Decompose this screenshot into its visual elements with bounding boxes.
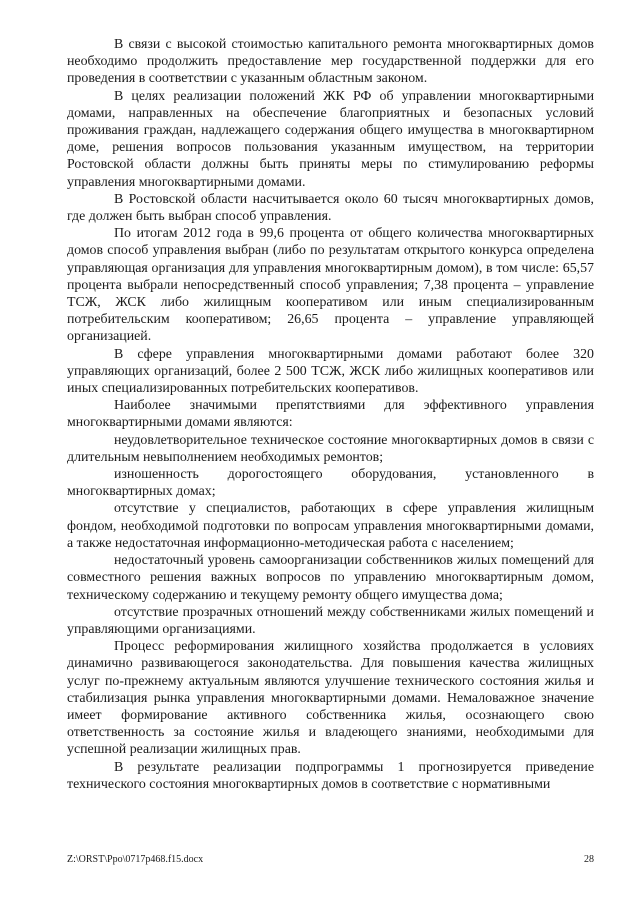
footer-file-path: Z:\ORST\Ppo\0717p468.f15.docx [67, 854, 204, 865]
paragraph-2: В целях реализации положений ЖК РФ об управлении многоквартирными домами, направленных на обеспечение благоприятных и безопасных условий проживания граждан, надлежащего содержания общего имущества в многоквартирном доме, решения вопросов пользования указанным имуществом, на территории Ростовской области должны быть приняты меры по стимулированию реформы управления многоквартирными домами. [67, 88, 594, 190]
list-item-4: недостаточный уровень самоорганизации собственников жилых помещений для совместного решения важных вопросов по управлению многоквартирным домом, техническому содержанию и текущему ремонту общего имущества дома; [67, 553, 594, 603]
paragraph-8: В результате реализации подпрограммы 1 прогнозируется приведение технического состояния многоквартирных домов в соответствие с нормативными [67, 759, 594, 792]
list-item-1: неудовлетворительное техническое состояние многоквартирных домов в связи с длительным невыполнением необходимых ремонтов; [67, 432, 594, 465]
paragraph-6: Наиболее значимыми препятствиями для эффективного управления многоквартирными домами являются: [67, 398, 594, 431]
paragraph-7: Процесс реформирования жилищного хозяйства продолжается в условиях динамично развивающегося законодательства. Для повышения качества жилищных услуг по-прежнему актуальным являются улучшение технического состояния жилья и стабилизация рынка управления многоквартирными домами. Немаловажное значение имеет формирование активного собственника жилья, осознающего свою ответственность за состояние жилья и владеющего знаниями, необходимыми для успешной реализации жилищных прав. [67, 639, 594, 758]
page-number: 28 [584, 854, 594, 865]
list-item-3: отсутствие у специалистов, работающих в сфере управления жилищным фондом, необходимой подготовки по вопросам управления многоквартирными домами, а также недостаточная информационно-методическая работа с населением; [67, 501, 594, 551]
paragraph-3: В Ростовской области насчитывается около 60 тысяч многоквартирных домов, где должен быть выбран способ управления. [67, 191, 594, 225]
list-item-5: отсутствие прозрачных отношений между собственниками жилых помещений и управляющими организациями. [67, 604, 594, 637]
document-body [67, 36, 594, 793]
paragraph-1: В связи с высокой стоимостью капитального ремонта многоквартирных домов необходимо продолжить предоставление мер государственной поддержки для его проведения в соответствии с указанным областным законом. [67, 37, 594, 87]
paragraph-5: В сфере управления многоквартирными домами работают более 320 управляющих организаций, более 2 500 ТСЖ, ЖСК либо жилищных кооперативов или иных специализированных потребительских кооперативов. [67, 346, 594, 397]
list-item-2: изношенность дорогостоящего оборудования, установленного в многоквартирных домах; [67, 467, 594, 500]
paragraph-4: По итогам 2012 года в 99,6 процента от общего количества многоквартирных домов способ управления выбран (либо по результатам открытого конкурса определена управляющая организация для управления многоквартирным домом), в том числе: 65,57 процента выбрали непосредственный способ управления; 7,38 процента – управление ТСЖ, ЖСК либо жилищным кооперативом или иным специализированным потребительским кооперативом; 26,65 процента – управление управляющей организацией. [67, 226, 594, 345]
